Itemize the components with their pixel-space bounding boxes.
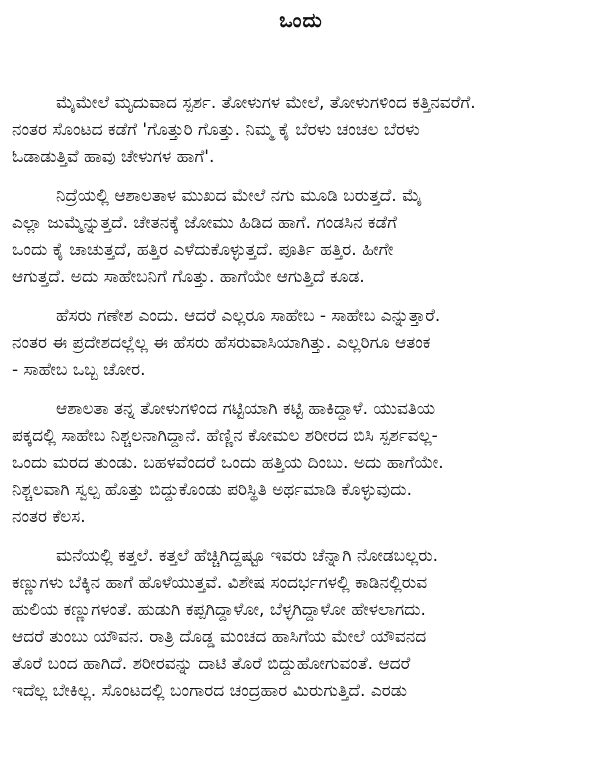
paragraph-3 (12, 303, 590, 384)
text-line: ಹೆಸರು ಗಣೇಶ ಎಂದು. ಆದರೆ ಎಲ್ಲರೂ ಸಾಹೇಬ - ಸಾಹೇಬ ಎನ್ನುತ್ತಾರೆ. (56, 306, 441, 326)
text-line: ಆಗುತ್ತದೆ. ಅದು ಸಾಹೇಬನಿಗೆ ಗೊತ್ತು. ಹಾಗೆಯೇ ಆಗುತ್ತಿದೆ ಕೂಡ. (12, 267, 365, 287)
text-line: ಆದರೆ ತುಂಬು ಯೌವನ. ರಾತ್ರಿ ದೊಡ್ಡ ಮಂಚದ ಹಾಸಿಗೆಯ ಮೇಲೆ ಯೌವನದ (12, 627, 427, 647)
text-line: ಹುಲಿಯ ಕಣ್ಣುಗಳಂತೆ. ಹುಡುಗಿ ಕಪ್ಪಗಿದ್ದಾಳೋ, ಬೆಳ್ಳಗಿದ್ದಾಳೋ ಹೇಳಲಾಗದು. (12, 600, 426, 620)
text-line: - ಸಾಹೇಬ ಒಬ್ಬ ಚೋರ. (12, 360, 146, 380)
paragraph-2 (12, 183, 590, 291)
text-line: ಒಂದು ಮರದ ತುಂಡು. ಬಹಳವೆಂದರೆ ಒಂದು ಹತ್ತಿಯ ದಿಂಬು. ಅದು ಹಾಗೆಯೇ. (12, 453, 444, 473)
text-line: ಆಶಾಲತಾ ತನ್ನ ತೋಳುಗಳಿಂದ ಗಟ್ಟಿಯಾಗಿ ಕಟ್ಟಿ ಹಾಕಿದ್ದಾಳೆ. ಯುವತಿಯ (56, 399, 436, 419)
paragraph-4 (12, 396, 590, 531)
text-line: ಕಣ್ಣುಗಳು ಬೆಕ್ಕಿನ ಹಾಗೆ ಹೊಳೆಯುತ್ತವೆ. ವಿಶೇಷ ಸಂದರ್ಭಗಳಲ್ಲಿ ಕಾಡಿನಲ್ಲಿರುವ (12, 573, 428, 593)
text-line: ನಿಶ್ಚಲವಾಗಿ ಸ್ವಲ್ಪ ಹೊತ್ತು ಬಿದ್ದುಕೊಂಡು ಪರಿಸ್ಥಿತಿ ಅರ್ಥಮಾಡಿ ಕೊಳ್ಳುವುದು. (12, 480, 412, 500)
text-line: ಇದೆಲ್ಲ ಬೇಕಿಲ್ಲ. ಸೊಂಟದಲ್ಲಿ ಬಂಗಾರದ ಚಂದ್ರಹಾರ ಮಿರುಗುತ್ತಿದೆ. ಎರಡು (12, 681, 408, 701)
text-line: ಪಕ್ಕದಲ್ಲಿ ಸಾಹೇಬ ನಿಶ್ಚಲನಾಗಿದ್ದಾನೆ. ಹೆಣ್ಣಿನ ಕೋಮಲ ಶರೀರದ ಬಿಸಿ ಸ್ಪರ್ಶವಲ್ಲ- (12, 426, 438, 446)
chapter-title: ಒಂದು (279, 8, 323, 32)
text-line: ಎಲ್ಲಾ ಜುಮ್ಮೆನ್ನುತ್ತದೆ. ಚೇತನಕ್ಕೆ ಜೋಮು ಹಿಡಿದ ಹಾಗೆ. ಗಂಡಸಿನ ಕಡೆಗೆ (12, 213, 397, 233)
text-line: ನಂತರ ಈ ಪ್ರದೇಶದಲ್ಲೆಲ್ಲ ಈ ಹೆಸರು ಹೆಸರುವಾಸಿಯಾಗಿತ್ತು. ಎಲ್ಲರಿಗೂ ಆತಂಕ (12, 333, 431, 353)
text-line: ನಂತರ ಸೊಂಟದ ಕಡೆಗೆ 'ಗೊತ್ತುರಿ ಗೊತ್ತು. ನಿಮ್ಮ ಕೈ ಬೆರಳು ಚಂಚಲ ಬೆರಳು (12, 120, 420, 140)
text-line: ಒಂದು ಕೈ ಚಾಚುತ್ತದೆ, ಹತ್ತಿರ ಎಳೆದುಕೊಳ್ಳುತ್ತದೆ. ಪೂರ್ತಿ ಹತ್ತಿರ. ಹೀಗೇ (12, 240, 394, 260)
paragraph-5 (12, 543, 590, 705)
text-line: ತೊರೆ ಬಂದ ಹಾಗಿದೆ. ಶರೀರವನ್ನು ದಾಟಿ ತೊರೆ ಬಿದ್ದುಹೋಗುವಂತೆ. ಆದರೆ (12, 654, 411, 674)
paragraph-1 (12, 90, 590, 171)
text-line: ನಿದ್ರೆಯಲ್ಲಿ ಆಶಾಲತಾಳ ಮುಖದ ಮೇಲೆ ನಗು ಮೂಡಿ ಬರುತ್ತದೆ. ಮೈ (56, 186, 422, 206)
text-line: ನಂತರ ಕೆಲಸ. (12, 507, 86, 527)
text-line: ಓಡಾಡುತ್ತಿವೆ ಹಾವು ಚೇಳುಗಳ ಹಾಗೆ'. (12, 147, 215, 167)
text-line: ಮನೆಯಲ್ಲಿ ಕತ್ತಲೆ. ಕತ್ತಲೆ ಹೆಚ್ಚಿಗಿದ್ದಷ್ಟೂ ಇವರು ಚೆನ್ನಾಗಿ ನೋಡಬಲ್ಲರು. (56, 546, 439, 566)
text-line: ಮೈಮೇಲೆ ಮೃದುವಾದ ಸ್ಪರ್ಶ. ತೋಳುಗಳ ಮೇಲೆ, ತೋಳುಗಳಿಂದ ಕತ್ತಿನವರೆಗೆ. (56, 93, 476, 113)
